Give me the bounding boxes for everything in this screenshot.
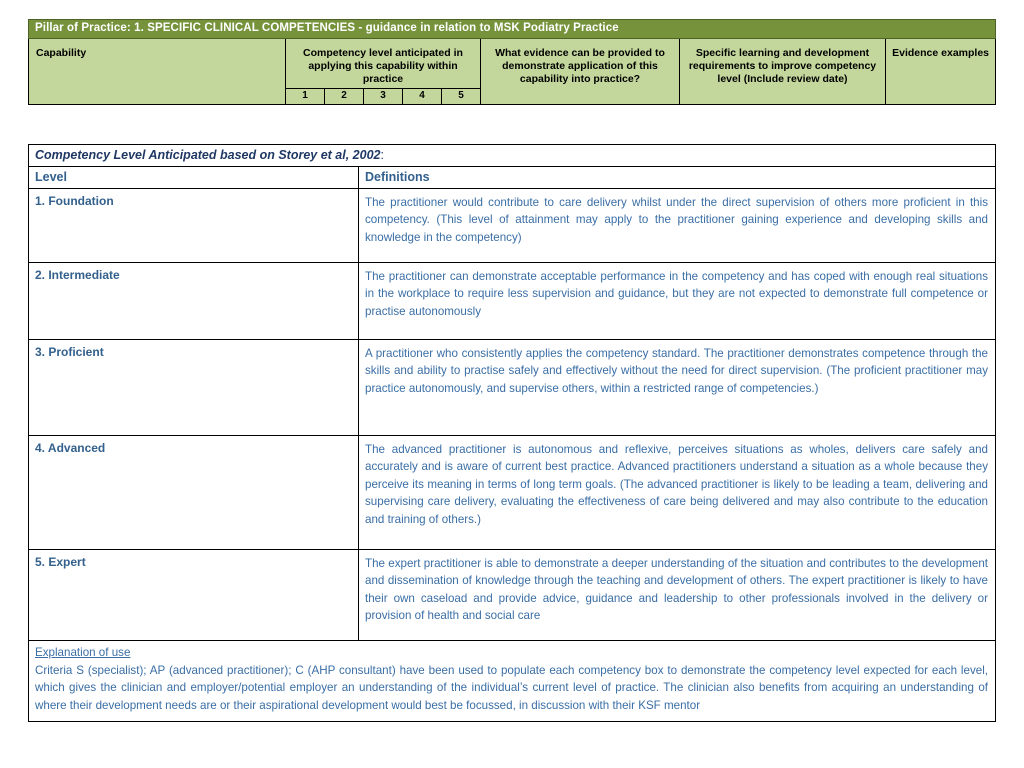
- level-number-2[interactable]: 2: [325, 89, 364, 105]
- competency-column-header-row: [29, 167, 996, 189]
- column-header-capability: Capability: [29, 39, 286, 105]
- level-number-4[interactable]: 4: [403, 89, 442, 105]
- level-label-expert: 5. Expert: [29, 550, 359, 641]
- level-label-proficient: 3. Proficient: [29, 340, 359, 436]
- pillar-title-row: [29, 20, 996, 39]
- pillar-header-row: [29, 39, 996, 89]
- competency-definitions-table: [28, 144, 996, 722]
- level-definition-advanced: The advanced practitioner is autonomous and reflexive, perceives situations as wholes, delivers care safely and accurately and is aware of current best practice. Advanced practitioners understand a situation as a whole because they perceive its meaning in terms of long term goals. (The advanced practitioner is likely to be leading a team, delivering and supervising care delivery, evaluating the effectiveness of care being delivered and may also contribute to the education and training of others.): [359, 436, 996, 550]
- competency-caption: [29, 145, 996, 167]
- level-label-advanced: 4. Advanced: [29, 436, 359, 550]
- level-label-intermediate: 2. Intermediate: [29, 263, 359, 340]
- level-number-5[interactable]: 5: [442, 89, 481, 105]
- column-header-evidence-question: What evidence can be provided to demonstrate application of this capability into practice?: [481, 39, 680, 105]
- table-row: [29, 189, 996, 263]
- competency-caption-main: Competency Level Anticipated based on Storey et al, 2002: [35, 148, 381, 162]
- column-header-definitions: Definitions: [359, 167, 996, 189]
- competency-caption-row: [29, 145, 996, 167]
- level-definition-expert: The expert practitioner is able to demonstrate a deeper understanding of the situation and contributes to the development and dissemination of knowledge through the teaching and development of others. The expert practitioner is likely to have their own caseload and provide advice, guidance and leadership to other professionals involved in the delivery or provision of health and social care: [359, 550, 996, 641]
- level-label-foundation: 1. Foundation: [29, 189, 359, 263]
- competency-caption-colon: :: [380, 148, 384, 162]
- explanation-of-use-body: Criteria S (specialist); AP (advanced practitioner); C (AHP consultant) have been used to populate each competency box to demonstrate the competency level expected for each level, which gives the clinician and employer/potential employer an understanding of the individual’s current level of practice. The clinician also benefits from acquiring an understanding of where their development needs are or their aspirational development would best be focussed, in discussion with their KSF mentor: [35, 664, 988, 712]
- level-definition-proficient: A practitioner who consistently applies the competency standard. The practitioner demonstrates competence through the skills and ability to practise safely and effectively without the need for direct supervision. (The proficient practitioner may practice autonomously, and supervise others, within a restricted range of competencies.): [359, 340, 996, 436]
- level-number-1[interactable]: 1: [286, 89, 325, 105]
- level-definition-foundation: The practitioner would contribute to care delivery whilst under the direct supervision of others more proficient in this competency. (This level of attainment may apply to the practitioner gaining experience and developing skills and knowledge in the competency): [359, 189, 996, 263]
- column-header-level: Level: [29, 167, 359, 189]
- table-row: [29, 436, 996, 550]
- table-row: [29, 340, 996, 436]
- column-header-learning-requirements: Specific learning and development requirements to improve competency level (Include review date): [680, 39, 886, 105]
- explanation-of-use-block: [29, 641, 996, 722]
- level-number-3[interactable]: 3: [364, 89, 403, 105]
- column-header-competency-level: Competency level anticipated in applying this capability within practice: [286, 39, 481, 89]
- explanation-of-use-title: Explanation of use: [35, 646, 131, 659]
- pillar-title: Pillar of Practice: 1. SPECIFIC CLINICAL COMPETENCIES - guidance in relation to MSK Podiatry Practice: [29, 20, 996, 39]
- explanation-row: [29, 641, 996, 722]
- level-definition-intermediate: The practitioner can demonstrate acceptable performance in the competency and has coped with enough real situations in the workplace to require less supervision and guidance, but they are not expected to demonstrate full competence or practise autonomously: [359, 263, 996, 340]
- pillar-of-practice-table: [28, 19, 996, 105]
- column-header-evidence-examples: Evidence examples: [886, 39, 996, 105]
- table-row: [29, 550, 996, 641]
- table-row: [29, 263, 996, 340]
